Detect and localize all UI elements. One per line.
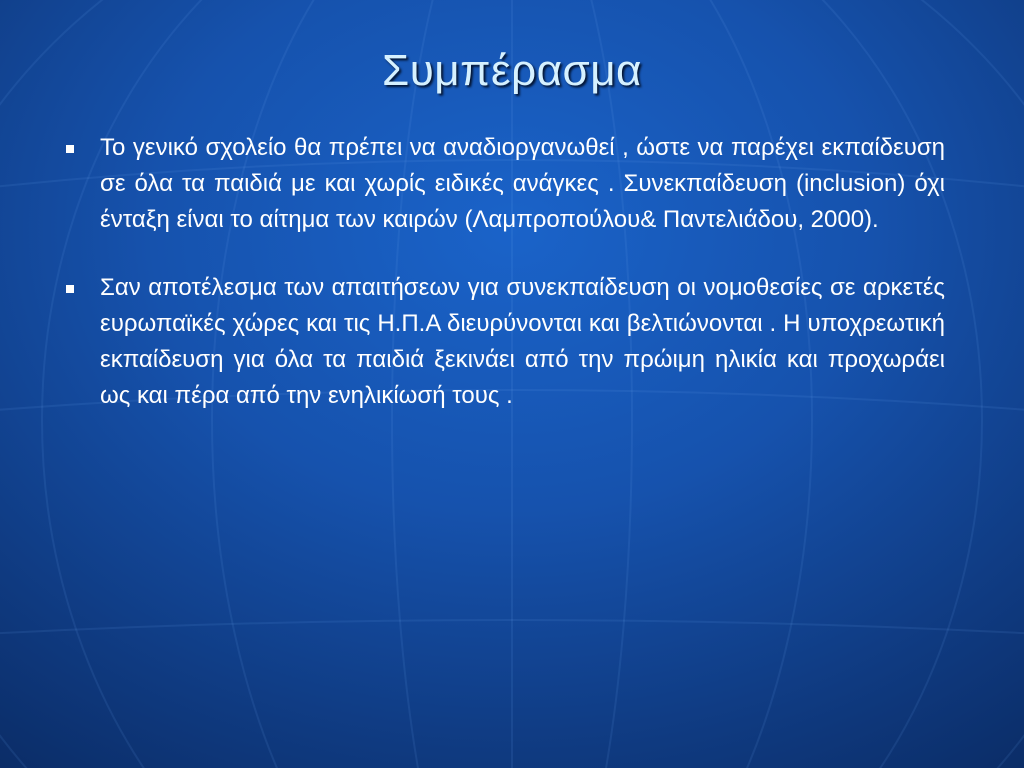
bullet-text: Το γενικό σχολείο θα πρέπει να αναδιοργανωθεί , ώστε να παρέχει εκπαίδευση σε όλα τα παιδιά με και χωρίς ειδικές ανάγκες . Συνεκπαίδευση (inclusion) όχι ένταξη είναι το αίτημα των καιρών (Λαμπροπούλου& Παντελιάδου, 2000). (100, 134, 945, 233)
bullet-list (100, 130, 945, 446)
bullet-item (100, 270, 945, 414)
square-bullet-icon (66, 285, 74, 293)
bullet-item (100, 130, 945, 238)
bullet-text: Σαν αποτέλεσμα των απαιτήσεων για συνεκπαίδευση οι νομοθεσίες σε αρκετές ευρωπαϊκές χώρες και τις Η.Π.Α διευρύνονται και βελτιώνονται . Η υποχρεωτική εκπαίδευση για όλα τα παιδιά ξεκινάει από την πρώιμη ηλικία και προχωράει ως και πέρα από την ενηλικίωσή τους . (100, 274, 945, 409)
square-bullet-icon (66, 145, 74, 153)
slide-title: Συμπέρασμα (382, 46, 642, 95)
